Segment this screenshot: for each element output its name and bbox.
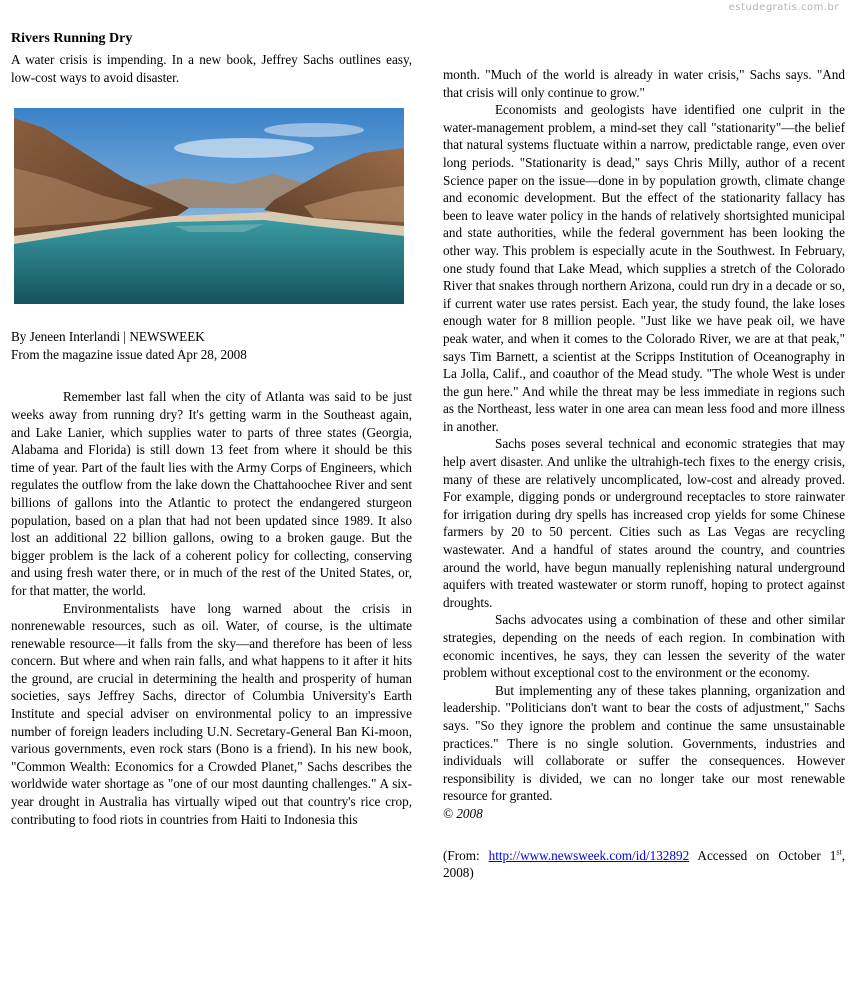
article-deck: A water crisis is impending. In a new book, Jeffrey Sachs outlines easy, low-cost ways to avoid disaster. bbox=[11, 52, 412, 85]
byline-author: By Jeneen Interlandi | NEWSWEEK bbox=[11, 329, 205, 345]
source-accessed: Accessed on October 1 bbox=[689, 847, 837, 863]
copyright: © 2008 bbox=[443, 805, 483, 821]
source-link[interactable]: http://www.newsweek.com/id/132892 bbox=[488, 847, 690, 863]
right-column bbox=[443, 66, 845, 882]
watermark: estudegratis.com.br bbox=[728, 2, 839, 13]
source-suffix: , 2008) bbox=[443, 847, 845, 881]
paragraph: Economists and geologists have identified one culprit in the water-management problem, a mind-set they call "stationarity"—the belief that natural systems fluctuate within a narrow, predictable range, even over long periods. "Stationarity is dead," says Chris Milly, author of a recent Science paper on the issue—done in by population growth, climate change and economic development. But the effect of the stationarity fallacy has been to leave water policy in the hands of relatively shortsighted municipal and state authorities, while the federal government has been looking the other way. This problem is especially acute in the Southwest. In February, one study found that Lake Mead, which supplies a stretch of the Colorado River that snakes through northern Arizona, could run dry in a decade or so, if current water use rates persist. Each year, the study found, the lake loses enough water for 8 million people. "Just like we have peak oil, we have peak water, and when it comes to the Colorado River, we are at that peak," says Tim Barnett, a scientist at the Scripps Institution of Oceanography in La Jolla, Calif., and coauthor of the Mead study. "The whole West is under the gun here." And while the threat may be less immediate in regions such as the Northeast, less water in one area can mean less food and more illness in another. bbox=[443, 102, 845, 434]
article-title: Rivers Running Dry bbox=[11, 31, 133, 46]
paragraph: But implementing any of these takes planning, organization and leadership. "Politicians don't want to bear the costs of adjustment," Sachs says. "So they ignore the problem and continue the same unsustainable practices." There is no single solution. Governments, industries and individuals will collaborate or suffer the consequences. However responsibility is divided, we can no longer take our most renewable resource for granted. bbox=[443, 682, 845, 804]
article-byline bbox=[11, 328, 412, 363]
paragraph: Sachs poses several technical and economic strategies that may help avert disaster. And unlike the ultrahigh-tech fixes to the energy crisis, many of these are relatively uncomplicated, low-cost and already proved. For example, digging ponds or underground receptacles to store rainwater for irrigation during dry spells has increased crop yields for some Chinese farmers by 20 to 50 percent. Cities such as Las Vegas are recycling wastewater. And a handful of states around the country, and countries around the world, have begun manually replenishing natural underground aquifers with treated wastewater or storm runoff, hoping to protect against droughts. bbox=[443, 436, 845, 610]
source-citation bbox=[443, 847, 845, 882]
paragraph: Remember last fall when the city of Atlanta was said to be just weeks away from running dry? It's getting warm in the Southeast again, and Lake Lanier, which supplies water to parts of three states (Georgia, Alabama and Florida) is still down 13 feet from where it should be this time of year. Part of the fault lies with the Army Corps of Engineers, which regulates the outflow from the lake down the Chattahoochee River and sent billions of gallons into the Atlantic to protect the endangered sturgeon population, based on a plan that had not been updated since 1989. It also lost an additional 22 billion gallons, owing to a broken gauge. But the bigger problem is the lack of a coherent policy for collecting, conserving and using fresh water there, or in much of the rest of the United States, or, for that matter, the world. bbox=[11, 389, 412, 598]
paragraph: Environmentalists have long warned about the crisis in nonrenewable resources, such as oil. Water, of course, is the ultimate renewable resource—it falls from the sky—and therefore has been of less concern. But where and when rain falls, and what happens to it after it hits the ground, are crucial in determining the health and prosperity of human societies, says Jeffrey Sachs, director of Columbia University's Earth Institute and special adviser on environmental policy to an impressive number of foreign leaders including U.N. Secretary-General Ban Ki-moon, various governments, even rock stars (Bono is a friend). In his new book, "Common Wealth: Economics for a Crowded Planet," Sachs describes the worldwide water shortage as "one of our most daunting challenges." A six-year drought in Australia has virtually wiped out that country's rice crop, contributing to food riots in countries from Haiti to Indonesia this bbox=[11, 600, 412, 827]
paragraph: Sachs advocates using a combination of these and other similar strategies, depending on the needs of each region. In combination with economic incentives, he says, they can lessen the severity of the water problem without exceptional cost to the environment or the economy. bbox=[443, 612, 845, 681]
source-ordinal: st bbox=[836, 847, 842, 857]
lake-photo bbox=[14, 108, 404, 304]
left-column bbox=[11, 30, 412, 828]
paragraph-continued: month. "Much of the world is already in water crisis," Sachs says. "And that crisis will only continue to grow." bbox=[443, 67, 845, 100]
byline-issue: From the magazine issue dated Apr 28, 2008 bbox=[11, 346, 247, 362]
source-prefix: (From: bbox=[443, 847, 489, 863]
